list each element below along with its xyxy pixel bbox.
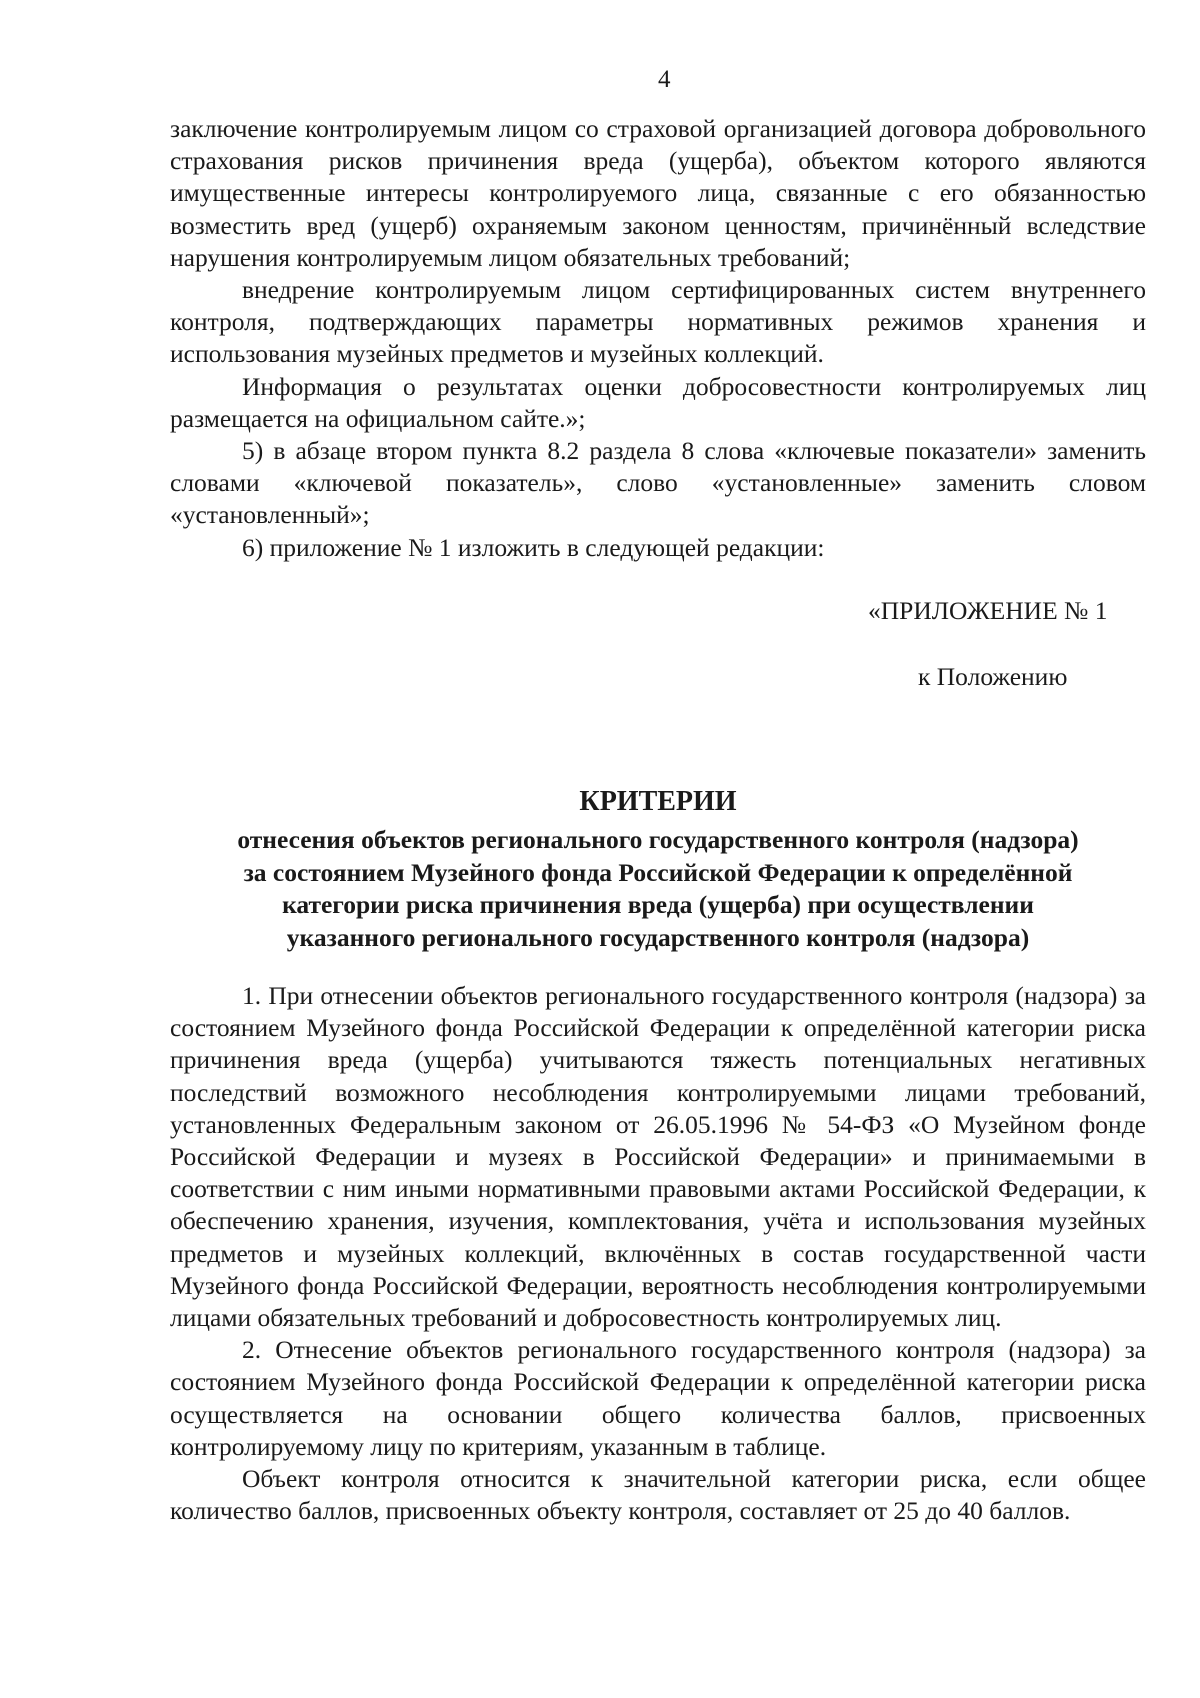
criteria-line: категории риска причинения вреда (ущерба) при осуществлении [282, 890, 1034, 919]
criteria-heading: КРИТЕРИИ [579, 786, 737, 817]
paragraph: 6) приложение № 1 изложить в следующей редакции: [242, 532, 825, 562]
page-number: 4 [658, 66, 671, 93]
appendix-subtitle: к Положению [918, 662, 1068, 691]
criteria-line: за состоянием Музейного фонда Российской Федерации к определённой [243, 857, 1073, 887]
paragraph: заключение контролируемым лицом со страховой организацией договора добровольного страхования рисков причинения вреда (ущерба), объектом которого являются имущественные интересы контролируемого лица, связанные с его обязанностью возместить вред (ущерб) охраняемым законом ценностям, причинённый вследствие нарушения контролируемым лицом обязательных требований; [170, 114, 1146, 272]
paragraph: внедрение контролируемым лицом сертифицированных систем внутреннего контроля, подтверждающих параметры нормативных режимов хранения и использования музейных предметов и музейных коллекций. [170, 275, 1146, 369]
paragraph: 5) в абзаце втором пункта 8.2 раздела 8 слова «ключевые показатели» заменить словами «ключевой показатель», слово «установленные» заменить словом «установленный»; [170, 436, 1146, 530]
body-text-top [170, 113, 1146, 564]
criteria-line: отнесения объектов регионального государственного контроля (надзора) [237, 825, 1079, 854]
body-text-bottom [170, 980, 1146, 1527]
criteria-line: указанного регионального государственного контроля (надзора) [286, 922, 1030, 952]
paragraph: Объект контроля относится к значительной категории риска, если общее количество баллов, присвоенных объекту контроля, составляет от 25 до 40 баллов. [170, 1464, 1146, 1526]
paragraph: 1. При отнесении объектов регионального государственного контроля (надзора) за состоянием Музейного фонда Российской Федерации к определённой категории риска причинения вреда (ущерба) учитываются тяжесть потенциальных негативных последствий возможного несоблюдения контролируемыми лицами требований, установленных Федеральным законом от 26.05.1996 № 54-ФЗ «О Музейном фонде Российской Федерации и музеях в Российской Федерации» и принимаемыми в соответствии с ним иными нормативными правовыми актами Российской Федерации, к обеспечению хранения, изучения, комплектования, учёта и использования музейных предметов и музейных коллекций, включённых в состав государственной части Музейного фонда Российской Федерации, вероятность несоблюдения контролируемыми лицами обязательных требований и добросовестность контролируемых лиц. [170, 981, 1146, 1333]
paragraph: Информация о результатах оценки добросовестности контролируемых лиц размещается на официальном сайте.»; [170, 371, 1146, 433]
appendix-title: «ПРИЛОЖЕНИЕ № 1 [868, 596, 1108, 625]
paragraph: 2. Отнесение объектов регионального государственного контроля (надзора) за состоянием Музейного фонда Российской Федерации к определённой категории риска осуществляется на основании общего количества баллов, присвоенных контролируемому лицу по критериям, указанным в таблице. [170, 1335, 1146, 1461]
criteria-heading-block [170, 784, 1146, 954]
